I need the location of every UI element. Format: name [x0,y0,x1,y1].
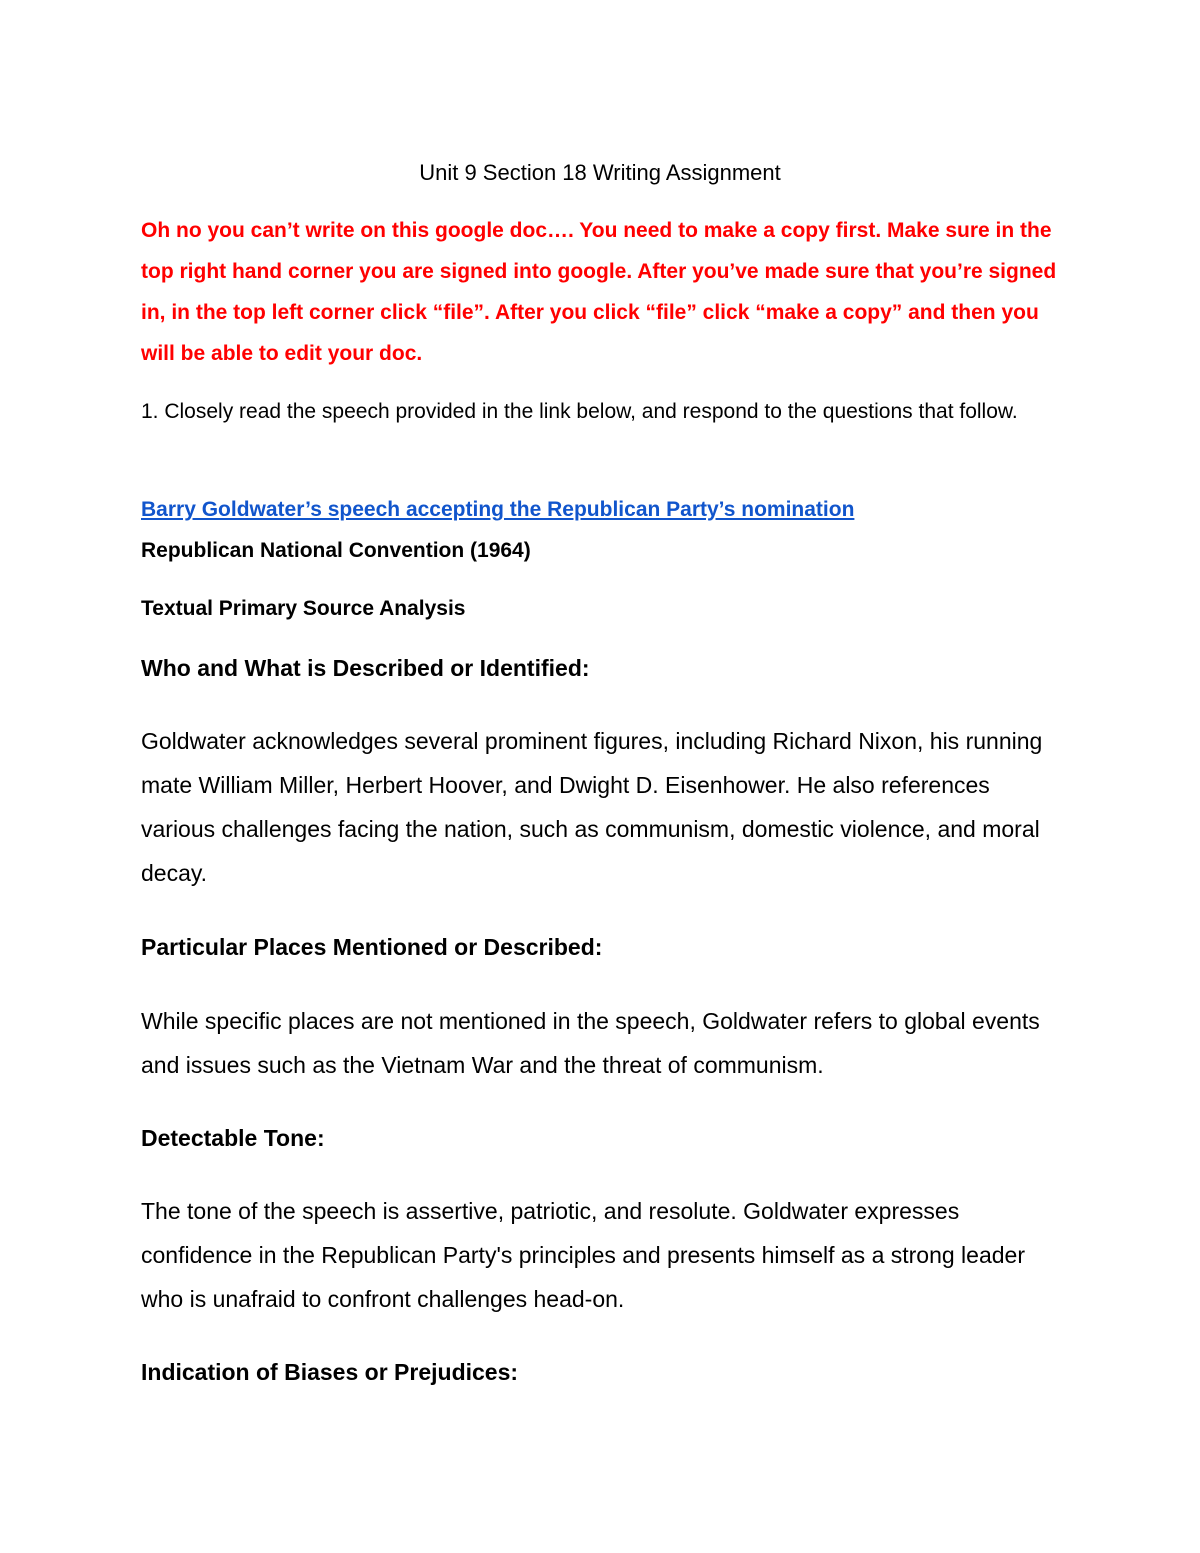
copy-notice: Oh no you can’t write on this google doc…. You need to make a copy first. Make sure in the top right hand corner you are signed into google. After you’ve made sure that you’re signed in, in the top left corner click “file”. After you click “file” click “make a copy” and then you will be able to edit your doc. [141,219,1057,365]
convention-label: Republican National Convention (1964) [141,539,531,562]
analysis-title: Textual Primary Source Analysis [141,597,466,620]
section-body-tone: The tone of the speech is assertive, patriotic, and resolute. Goldwater expresses confidence in the Republican Party's principles and presents himself as a strong leader who is unafraid to confront challenges head-on. [141,1198,1025,1312]
section-heading-tone: Detectable Tone: [141,1125,325,1151]
speech-link[interactable]: Barry Goldwater’s speech accepting the Republican Party’s nomination [141,498,855,521]
section-heading-biases: Indication of Biases or Prejudices: [141,1359,519,1385]
document-title: Unit 9 Section 18 Writing Assignment [419,160,781,185]
section-heading-places: Particular Places Mentioned or Described: [141,934,603,960]
section-body-places: While specific places are not mentioned in the speech, Goldwater refers to global events and issues such as the Vietnam War and the threat of communism. [141,1008,1040,1078]
instruction-text: 1. Closely read the speech provided in the link below, and respond to the questions that follow. [141,400,1018,423]
section-body-who-what: Goldwater acknowledges several prominent figures, including Richard Nixon, his running mate William Miller, Herbert Hoover, and Dwight D. Eisenhower. He also references various challenges facing the nation, such as communism, domestic violence, and moral decay. [141,728,1043,886]
section-heading-who-what: Who and What is Described or Identified: [141,655,590,681]
